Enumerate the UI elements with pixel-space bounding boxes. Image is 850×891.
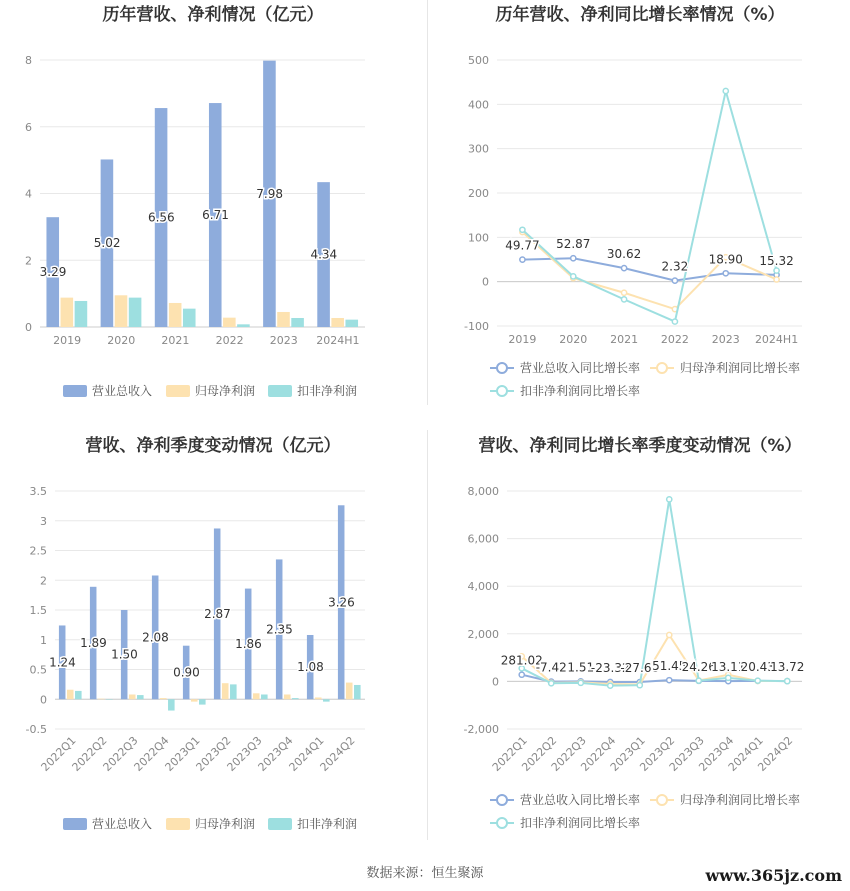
x-tick-label: 2023Q3 <box>224 733 265 774</box>
series-point <box>726 675 731 680</box>
x-tick-label: 2022Q4 <box>578 733 619 774</box>
legend-label: 归母净利润同比增长率 <box>680 793 801 807</box>
y-tick-label: -100 <box>464 320 489 333</box>
series-point <box>723 88 728 93</box>
series-point <box>774 277 779 282</box>
panel-divider <box>427 430 428 840</box>
x-tick-label: 2024Q2 <box>317 733 358 774</box>
series-point <box>696 678 701 683</box>
series-point <box>578 680 583 685</box>
legend-swatch <box>166 818 190 830</box>
legend-label: 营业总收入 <box>92 384 153 398</box>
series-point <box>785 679 790 684</box>
bar-deducted-profit <box>129 298 142 327</box>
data-label: 7.98 <box>256 186 284 201</box>
bar-net-profit <box>129 694 136 699</box>
y-tick-label: 8,000 <box>467 485 499 498</box>
series-point <box>755 678 760 683</box>
series-point <box>672 319 677 324</box>
y-tick-label: 2 <box>25 254 32 268</box>
data-label: 5.02 <box>93 236 121 251</box>
data-label: 6.56 <box>147 210 175 225</box>
legend-label: 归母净利润 <box>195 384 256 398</box>
y-tick-label: 6 <box>25 120 32 134</box>
y-tick-label: 0 <box>25 321 32 334</box>
data-label: 2.35 <box>266 622 293 637</box>
x-tick-label: 2023Q3 <box>666 733 707 774</box>
data-label: 2.32 <box>661 259 689 274</box>
series-point <box>520 227 525 232</box>
y-tick-label: 0 <box>482 275 489 289</box>
series-point <box>519 672 524 677</box>
bar-deducted-profit <box>292 698 299 699</box>
y-tick-label: 4,000 <box>467 580 499 594</box>
data-label: 13.72 <box>770 660 805 675</box>
bar-net-profit <box>98 699 105 700</box>
chart-title: 营收、净利季度变动情况（亿元） <box>85 436 341 456</box>
series-point <box>667 678 672 683</box>
y-tick-label: 500 <box>468 54 489 67</box>
legend-swatch <box>63 818 87 830</box>
bar-net-profit <box>169 303 182 327</box>
bar-deducted-profit <box>261 694 268 699</box>
x-tick-label: 2022 <box>660 333 689 346</box>
bar-net-profit <box>253 693 260 699</box>
series-point <box>621 265 626 270</box>
series-point <box>621 290 626 295</box>
x-tick-label: 2019 <box>508 333 537 346</box>
bar-deducted-profit <box>75 691 82 699</box>
legend-label: 扣非净利润 <box>297 817 358 831</box>
y-tick-label: 300 <box>468 142 489 156</box>
series-point <box>571 274 576 279</box>
series-point <box>549 681 554 686</box>
series-point <box>520 257 525 262</box>
chart-title: 历年营收、净利同比增长率情况（%） <box>495 5 785 25</box>
x-tick-label: 2023 <box>269 334 298 347</box>
data-label: 49.77 <box>505 238 540 253</box>
bar-deducted-profit <box>168 699 175 710</box>
data-label: 1.08 <box>297 660 324 675</box>
bar-net-profit <box>277 312 290 327</box>
bar-net-profit <box>115 295 128 327</box>
legend-label: 扣非净利润 <box>297 384 358 398</box>
legend-swatch <box>63 385 87 397</box>
data-label: 1.51 <box>567 660 595 675</box>
y-tick-label: 2,000 <box>467 627 499 641</box>
x-tick-label: 2021 <box>161 334 190 347</box>
bar-deducted-profit <box>345 320 358 327</box>
watermark: www.365jz.com <box>705 866 842 885</box>
x-tick-label: 2024Q1 <box>725 733 766 774</box>
data-label: 1.50 <box>111 647 138 662</box>
series-point <box>667 497 672 502</box>
y-tick-label: 8 <box>25 54 32 67</box>
y-tick-label: 400 <box>468 98 489 112</box>
legend-label: 营业总收入同比增长率 <box>520 361 641 375</box>
bar-deducted-profit <box>354 685 361 699</box>
data-label: 281.02 <box>500 653 543 668</box>
y-tick-label: 100 <box>468 231 489 245</box>
y-tick-label: 3.5 <box>29 485 47 498</box>
bar-net-profit <box>160 698 167 699</box>
legend-swatch <box>268 385 292 397</box>
series-point <box>571 256 576 261</box>
data-label: 0.90 <box>173 665 200 680</box>
x-tick-label: 2023Q2 <box>637 733 678 774</box>
bar-deducted-profit <box>199 699 206 704</box>
y-tick-label: 3 <box>40 514 47 528</box>
x-tick-label: 2022Q1 <box>38 733 79 774</box>
x-tick-label: 2023 <box>711 333 740 346</box>
x-tick-label: 2020 <box>559 333 588 346</box>
series-point <box>774 268 779 273</box>
bar-net-profit <box>315 697 322 699</box>
data-label: 2.08 <box>142 630 169 645</box>
legend-swatch <box>166 385 190 397</box>
x-tick-label: 2023Q4 <box>255 733 296 774</box>
x-tick-label: 2022Q3 <box>548 733 589 774</box>
data-label: 15.32 <box>759 253 794 268</box>
x-tick-label: 2019 <box>53 334 82 347</box>
data-label: 6.71 <box>202 208 229 223</box>
y-tick-label: 0.5 <box>29 663 47 677</box>
legend-marker <box>657 363 667 373</box>
series-line-deducted-profit <box>522 499 788 685</box>
chart-title: 营收、净利同比增长率季度变动情况（%） <box>478 436 802 456</box>
x-tick-label: 2022Q2 <box>519 733 560 774</box>
x-tick-label: 2020 <box>107 334 136 347</box>
data-label: 24.26 <box>681 659 716 674</box>
x-tick-label: 2023Q1 <box>607 733 648 774</box>
bar-deducted-profit <box>137 695 144 699</box>
bar-net-profit <box>67 690 74 700</box>
data-label: 3.29 <box>39 265 67 280</box>
y-tick-label: 0 <box>492 675 499 689</box>
data-label: 51.45 <box>652 659 687 674</box>
data-label: -7.42 <box>535 660 567 675</box>
legend-label: 扣非净利润同比增长率 <box>520 816 641 830</box>
x-tick-label: 2023Q4 <box>696 733 737 774</box>
legend-label: 扣非净利润同比增长率 <box>520 384 641 398</box>
data-source: 数据来源：恒生聚源 <box>366 866 484 881</box>
legend-marker <box>497 386 507 396</box>
x-tick-label: 2022Q2 <box>69 733 110 774</box>
y-tick-label: 1.5 <box>29 604 47 617</box>
bar-deducted-profit <box>183 309 196 327</box>
x-tick-label: 2022Q3 <box>100 733 141 774</box>
bar-deducted-profit <box>230 684 237 699</box>
data-label: 1.89 <box>80 636 107 651</box>
data-label: 2.87 <box>204 606 231 621</box>
series-point <box>672 278 677 283</box>
legend-label: 营业总收入 <box>92 817 153 831</box>
bar-net-profit <box>284 694 291 699</box>
bar-deducted-profit <box>291 318 304 327</box>
data-label: -23.32 <box>590 660 630 675</box>
bar-net-profit <box>223 318 236 327</box>
legend-marker <box>497 818 507 828</box>
legend-label: 营业总收入同比增长率 <box>520 793 641 807</box>
series-point <box>667 632 672 637</box>
x-tick-label: 2021 <box>610 333 639 346</box>
panel-divider <box>427 0 428 405</box>
x-tick-label: 2024Q1 <box>286 733 327 774</box>
legend-marker <box>497 363 507 373</box>
data-label: 1.24 <box>49 655 76 670</box>
data-label: 4.34 <box>310 247 338 262</box>
legend-label: 归母净利润同比增长率 <box>680 361 801 375</box>
chart-title: 历年营收、净利情况（亿元） <box>102 5 324 25</box>
series-point <box>723 271 728 276</box>
x-tick-label: 2024H1 <box>754 333 799 346</box>
x-tick-label: 2022Q4 <box>131 733 172 774</box>
data-label: 18.90 <box>708 252 743 267</box>
data-label: -27.60 <box>620 661 660 676</box>
bar-deducted-profit <box>237 324 250 327</box>
data-label: 20.43 <box>740 659 775 674</box>
y-tick-label: 2 <box>40 574 47 588</box>
data-label: 30.62 <box>606 247 642 262</box>
y-tick-label: 0 <box>40 693 47 707</box>
x-tick-label: 2023Q2 <box>193 733 234 774</box>
x-tick-label: 2022 <box>215 334 244 347</box>
x-tick-label: 2024H1 <box>316 334 360 347</box>
bar-deducted-profit <box>75 301 88 327</box>
legend-label: 归母净利润 <box>195 817 256 831</box>
x-tick-label: 2023Q1 <box>162 733 203 774</box>
legend-marker <box>497 795 507 805</box>
bar-net-profit <box>61 298 74 327</box>
legend-swatch <box>268 818 292 830</box>
series-point <box>621 297 626 302</box>
bar-net-profit <box>191 699 198 701</box>
y-tick-label: 1 <box>40 633 47 647</box>
y-tick-label: 200 <box>468 187 489 200</box>
data-label: 52.87 <box>556 237 591 252</box>
legend-marker <box>657 795 667 805</box>
series-point <box>637 683 642 688</box>
y-tick-label: -0.5 <box>25 723 47 736</box>
y-tick-label: -2,000 <box>463 723 499 736</box>
bar-net-profit <box>331 318 344 327</box>
y-tick-label: 2.5 <box>29 544 47 558</box>
bar-net-profit <box>222 683 229 699</box>
bar-deducted-profit <box>106 699 113 700</box>
x-tick-label: 2024Q2 <box>755 733 796 774</box>
bar-deducted-profit <box>323 699 330 701</box>
x-tick-label: 2022Q1 <box>489 733 530 774</box>
series-line-deducted-profit <box>522 91 776 322</box>
data-label: 3.26 <box>328 595 355 610</box>
data-label: 13.11 <box>711 660 746 675</box>
series-point <box>608 683 613 688</box>
bar-net-profit <box>346 683 353 700</box>
data-label: 1.86 <box>235 636 262 651</box>
y-tick-label: 4 <box>25 187 32 201</box>
y-tick-label: 6,000 <box>467 532 499 546</box>
